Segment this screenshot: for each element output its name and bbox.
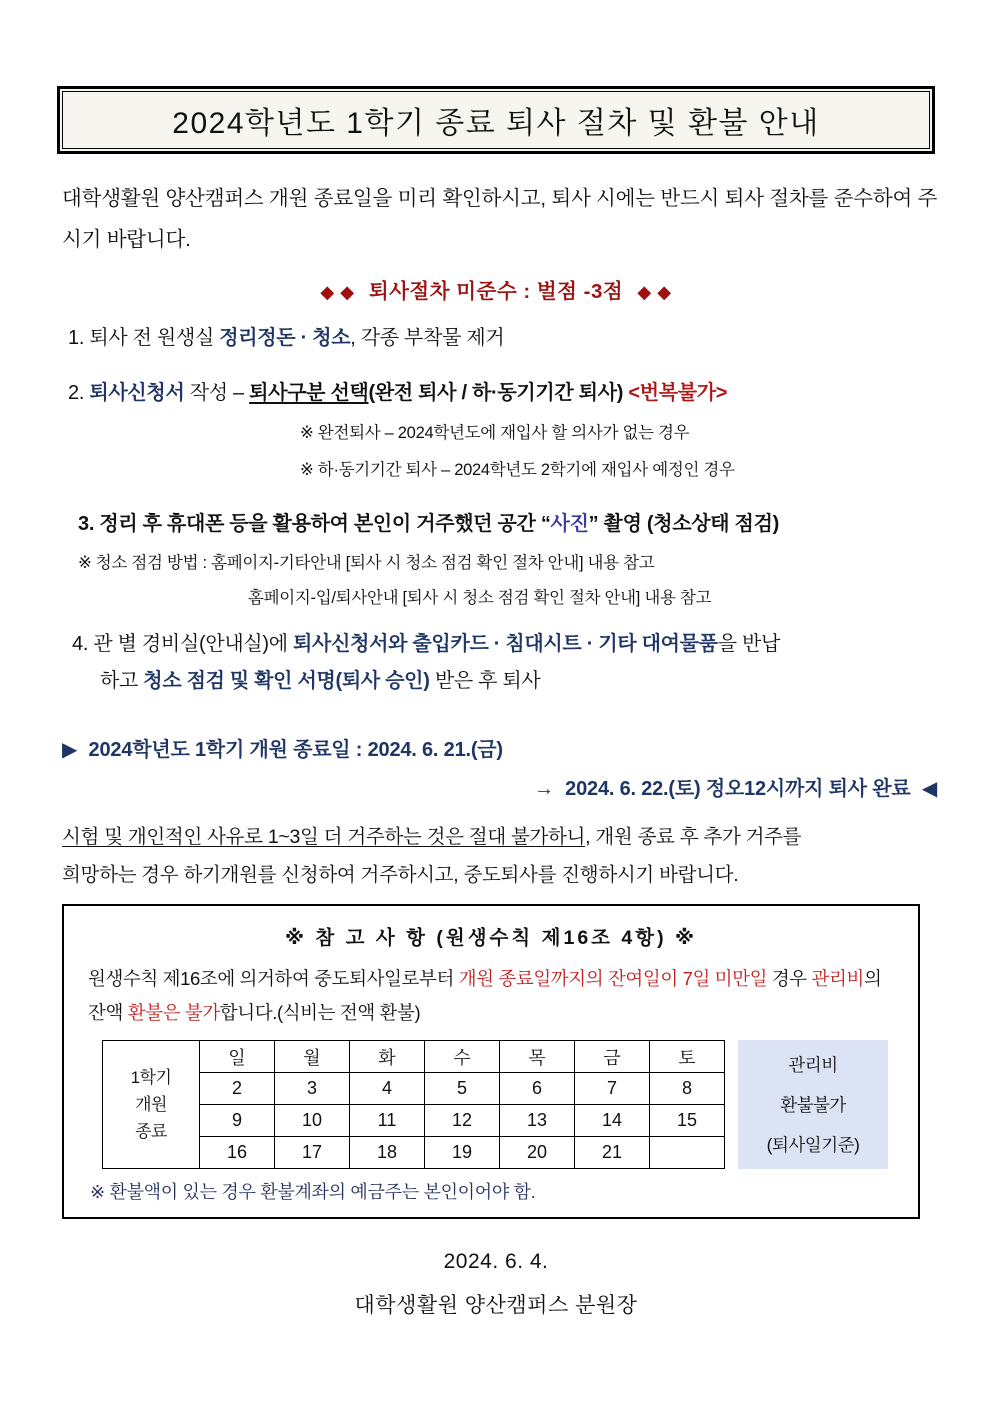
document-title-box — [57, 86, 935, 154]
ref-part-5: 환불은 불가 — [127, 1002, 220, 1023]
triangle-right-icon: ▶ — [62, 739, 78, 761]
penalty-warning — [0, 274, 992, 304]
document-footer — [0, 1240, 992, 1328]
page-title: 2024학년도 1학기 종료 퇴사 절차 및 환불 안내 — [172, 107, 820, 140]
calendar-cell: 14 — [575, 1105, 650, 1137]
step-3-subnote-2: 홈페이지-입/퇴사안내 [퇴사 시 청소 점검 확인 절차 안내] 내용 참고 — [248, 589, 712, 607]
extra-stay-notice-rest: , 개원 종료 후 추가 거주를 — [585, 826, 802, 848]
penalty-warning-text: 퇴사절차 미준수 : 벌점 -3점 — [368, 280, 624, 303]
schedule-line-1 — [62, 733, 952, 762]
step-1-highlight: 정리정돈 · 청소 — [219, 327, 351, 349]
ref-part-4: 의 잔액 — [88, 968, 882, 1023]
step-3-photo-keyword: 사진 — [550, 513, 589, 535]
step-1-number: 1. — [68, 327, 85, 349]
ref-part-0: 원생수칙 제16조에 의거하여 중도퇴사일로부터 — [88, 968, 459, 989]
step-4 — [72, 626, 962, 662]
calendar-cell-highlight: 21 — [575, 1137, 650, 1169]
step-2 — [68, 375, 958, 411]
calendar-header-sun: 일 — [200, 1041, 275, 1073]
step-4-text-b: 을 반납 — [717, 633, 781, 655]
calendar-cell: 10 — [275, 1105, 350, 1137]
reference-box — [62, 904, 920, 1219]
reference-footnote: ※ 환불액이 있는 경우 환불계좌의 예금주는 본인이어야 함. — [90, 1182, 536, 1202]
triangle-left-icon: ◀ — [921, 778, 937, 800]
schedule-line-2 — [62, 772, 937, 801]
extra-stay-notice-underlined: 시험 및 개인적인 사유로 1~3일 더 거주하는 것은 절대 불가하니 — [62, 826, 586, 848]
step-2-no-change-badge: <번복불가> — [628, 382, 728, 404]
schedule-checkout-deadline: 2024. 6. 22.(토) 정오12시까지 퇴사 완료 — [565, 778, 911, 800]
calendar-header-mon: 월 — [275, 1041, 350, 1073]
ref-part-6: 합니다.(식비는 전액 환불) — [219, 1002, 421, 1023]
calendar-cell-highlight: 17 — [275, 1137, 350, 1169]
reference-box-title: ※ 참 고 사 항 (원생수칙 제16조 4항) ※ — [285, 927, 697, 949]
step-4-signature-approval: 청소 점검 및 확인 서명(퇴사 승인) — [143, 670, 430, 692]
step-2-options: (완전 퇴사 / 하·동기기간 퇴사) — [368, 382, 629, 404]
side-panel-line-1: 관리비 — [788, 1054, 838, 1075]
calendar-cell: 2 — [200, 1073, 275, 1105]
diamond-left-icon: ◆ ◆ — [320, 282, 355, 302]
calendar-header-wed: 수 — [425, 1041, 500, 1073]
step-1 — [68, 320, 958, 356]
ref-part-2: 경우 — [767, 968, 812, 989]
calendar-wrap — [102, 1040, 918, 1169]
step-2-category-label: 퇴사구분 선택 — [249, 382, 369, 404]
step-3 — [78, 506, 968, 542]
calendar-cell: 6 — [500, 1073, 575, 1105]
step-1-text-b: , 각종 부착물 제거 — [350, 327, 505, 349]
step-4-text-a: 관 별 경비실(안내실)에 — [93, 633, 294, 655]
side-panel-line-3: (퇴사일기준) — [766, 1135, 860, 1156]
calendar-cell: 9 — [200, 1105, 275, 1137]
calendar-header-row — [103, 1041, 725, 1073]
step-3-number: 3. — [78, 513, 95, 535]
reference-box-paragraph — [88, 962, 894, 1030]
calendar-cell-highlight: 18 — [350, 1137, 425, 1169]
intro-paragraph: 대학생활원 양산캠퍼스 개원 종료일을 미리 확인하시고, 퇴사 시에는 반드시 퇴사 절차를 준수하여 주시기 바랍니다. — [62, 187, 938, 251]
step-2-application-form: 퇴사신청서 — [89, 382, 185, 404]
step-4-line2-text-a: 하고 — [100, 670, 144, 692]
calendar-cell-highlight: 20 — [500, 1137, 575, 1169]
calendar-cell-highlight: 16 — [200, 1137, 275, 1169]
calendar-cell-highlight: 15 — [650, 1105, 725, 1137]
diamond-right-icon: ◆ ◆ — [637, 282, 672, 302]
arrow-right-icon: → — [534, 778, 554, 800]
step-4-line2-text-b: 받은 후 퇴사 — [429, 670, 541, 692]
step-4-line2 — [100, 663, 990, 699]
calendar-cell: 11 — [350, 1105, 425, 1137]
schedule-end-date: 2024학년도 1학기 개원 종료일 : 2024. 6. 21.(금) — [88, 739, 503, 761]
calendar-cell: 4 — [350, 1073, 425, 1105]
calendar-header-fri: 금 — [575, 1041, 650, 1073]
step-3-subnote-1: ※ 청소 점검 방법 : 홈페이지-기타안내 [퇴사 시 청소 점검 확인 절차 안내] 내용 참고 — [78, 554, 655, 572]
calendar-header-tue: 화 — [350, 1041, 425, 1073]
calendar-cell-empty — [650, 1137, 725, 1169]
calendar-cell: 3 — [275, 1073, 350, 1105]
step-2-subnote-1: ※ 완전퇴사 – 2024학년도에 재입사 할 의사가 없는 경우 — [300, 424, 690, 442]
calendar-cell: 12 — [425, 1105, 500, 1137]
calendar-side-panel — [738, 1040, 888, 1169]
calendar-row-label: 1학기 개원 종료 — [103, 1041, 200, 1169]
step-2-text-a: 작성 – — [184, 382, 250, 404]
step-3-text-a: 정리 후 휴대폰 등을 활용하여 본인이 거주했던 공간 “ — [99, 513, 551, 535]
calendar-cell: 13 — [500, 1105, 575, 1137]
step-2-number: 2. — [68, 382, 85, 404]
calendar-header-sat: 토 — [650, 1041, 725, 1073]
step-1-text-a: 퇴사 전 원생실 — [89, 327, 220, 349]
side-panel-line-2: 환불불가 — [780, 1094, 846, 1115]
extra-stay-notice — [62, 818, 952, 856]
calendar-cell-highlight: 19 — [425, 1137, 500, 1169]
step-2-subnote-2: ※ 하·동기기간 퇴사 – 2024학년도 2학기에 재입사 예정인 경우 — [300, 461, 735, 479]
footer-date: 2024. 6. 4. — [443, 1250, 549, 1273]
calendar-cell: 8 — [650, 1073, 725, 1105]
ref-part-3: 관리비 — [811, 968, 864, 989]
ref-part-1: 개원 종료일까지의 잔여일이 7일 미만일 — [458, 968, 768, 989]
step-4-number: 4. — [72, 633, 89, 655]
calendar-table — [102, 1040, 725, 1169]
calendar-header-thu: 목 — [500, 1041, 575, 1073]
step-3-text-b: ” 촬영 (청소상태 점검) — [588, 513, 779, 535]
footer-signature: 대학생활원 양산캠퍼스 분원장 — [354, 1294, 638, 1317]
calendar-cell: 5 — [425, 1073, 500, 1105]
extra-stay-notice-line2: 희망하는 경우 하기개원를 신청하여 거주하시고, 중도퇴사를 진행하시기 바랍니다. — [62, 864, 739, 886]
step-4-return-items: 퇴사신청서와 출입카드 · 침대시트 · 기타 대여물품 — [293, 633, 718, 655]
calendar-cell: 7 — [575, 1073, 650, 1105]
